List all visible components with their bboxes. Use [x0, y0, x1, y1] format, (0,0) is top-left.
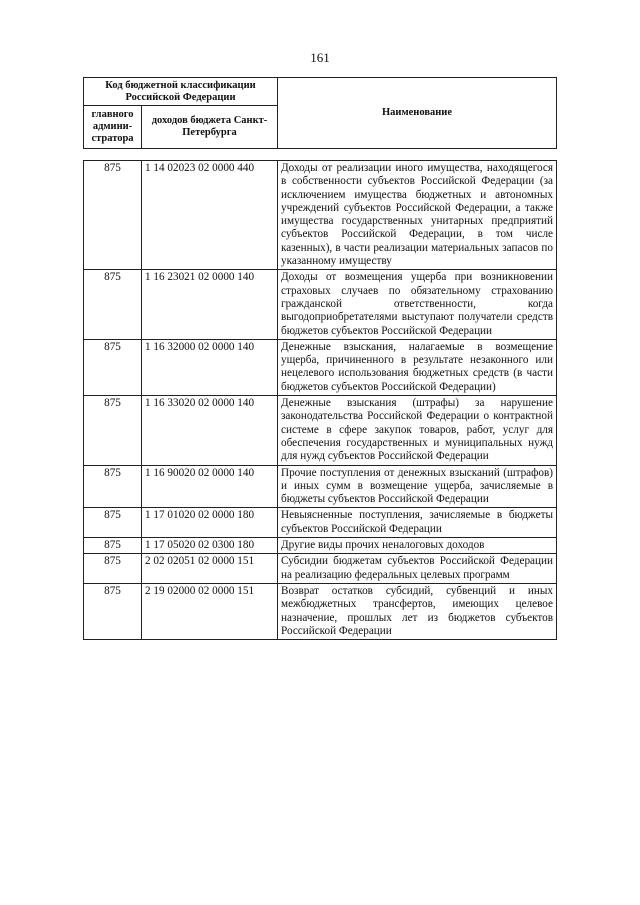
classification-table — [83, 160, 557, 640]
table-row — [84, 538, 557, 554]
name-cell: Денежные взыскания (штрафы) за нарушение законодательства Российской Федерации о контрактной системе в сфере закупок товаров, работ, услуг для обеспечения государственных и муниципальных нужд для нужд субъектов Российской Федерации — [278, 396, 557, 465]
header-admin: главного админи-стратора — [84, 106, 142, 149]
admin-cell: 875 — [84, 465, 142, 508]
header-code: доходов бюджета Санкт-Петербурга — [142, 106, 278, 149]
table-row — [84, 270, 557, 339]
code-cell: 1 17 05020 02 0300 180 — [142, 538, 278, 554]
name-cell: Другие виды прочих неналоговых доходов — [278, 538, 557, 554]
admin-cell: 875 — [84, 396, 142, 465]
code-cell: 1 14 02023 02 0000 440 — [142, 161, 278, 270]
table-row — [84, 465, 557, 508]
name-cell: Прочие поступления от денежных взысканий (штрафов) и иных сумм в возмещение ущерба, зачисляемые в бюджеты субъектов Российской Федерации — [278, 465, 557, 508]
table-body — [84, 161, 557, 640]
header-group-title: Код бюджетной классификации Российской Федерации — [84, 78, 278, 106]
table-row — [84, 583, 557, 639]
table-row — [84, 339, 557, 395]
name-cell: Возврат остатков субсидий, субвенций и иных межбюджетных трансфертов, имеющих целевое назначение, прошлых лет из бюджетов субъектов Российской Федерации — [278, 583, 557, 639]
table-row — [84, 508, 557, 538]
code-cell: 1 16 33020 02 0000 140 — [142, 396, 278, 465]
name-cell: Субсидии бюджетам субъектов Российской Федерации на реализацию федеральных целевых программ — [278, 554, 557, 584]
admin-cell: 875 — [84, 339, 142, 395]
admin-cell: 875 — [84, 508, 142, 538]
code-cell: 1 16 23021 02 0000 140 — [142, 270, 278, 339]
code-cell: 1 17 01020 02 0000 180 — [142, 508, 278, 538]
header-name: Наименование — [278, 78, 557, 149]
admin-cell: 875 — [84, 161, 142, 270]
name-cell: Невыясненные поступления, зачисляемые в бюджеты субъектов Российской Федерации — [278, 508, 557, 538]
code-cell: 1 16 90020 02 0000 140 — [142, 465, 278, 508]
code-cell: 2 02 02051 02 0000 151 — [142, 554, 278, 584]
code-cell: 1 16 32000 02 0000 140 — [142, 339, 278, 395]
name-cell: Доходы от возмещения ущерба при возникновении страховых случаев по обязательному страхованию гражданской ответственности, когда выгодоприобретателями выступают получатели средств бюджетов субъектов Российской Федерации — [278, 270, 557, 339]
table-row — [84, 554, 557, 584]
admin-cell: 875 — [84, 538, 142, 554]
page-number: 161 — [310, 50, 330, 65]
name-cell: Доходы от реализации иного имущества, находящегося в собственности субъектов Российской Федерации (за исключением имущества бюджетных и автономных учреждений субъектов Российской Федерации, а также имущества государственных унитарных предприятий субъектов Российской Федерации, в том числе казенных), в части реализации материальных запасов по указанному имуществу — [278, 161, 557, 270]
table-row — [84, 161, 557, 270]
admin-cell: 875 — [84, 583, 142, 639]
table-header — [83, 77, 557, 149]
admin-cell: 875 — [84, 554, 142, 584]
code-cell: 2 19 02000 02 0000 151 — [142, 583, 278, 639]
table-row — [84, 396, 557, 465]
admin-cell: 875 — [84, 270, 142, 339]
name-cell: Денежные взыскания, налагаемые в возмещение ущерба, причиненного в результате незаконного или нецелевого использования бюджетных средств (в части бюджетов субъектов Российской Федерации) — [278, 339, 557, 395]
